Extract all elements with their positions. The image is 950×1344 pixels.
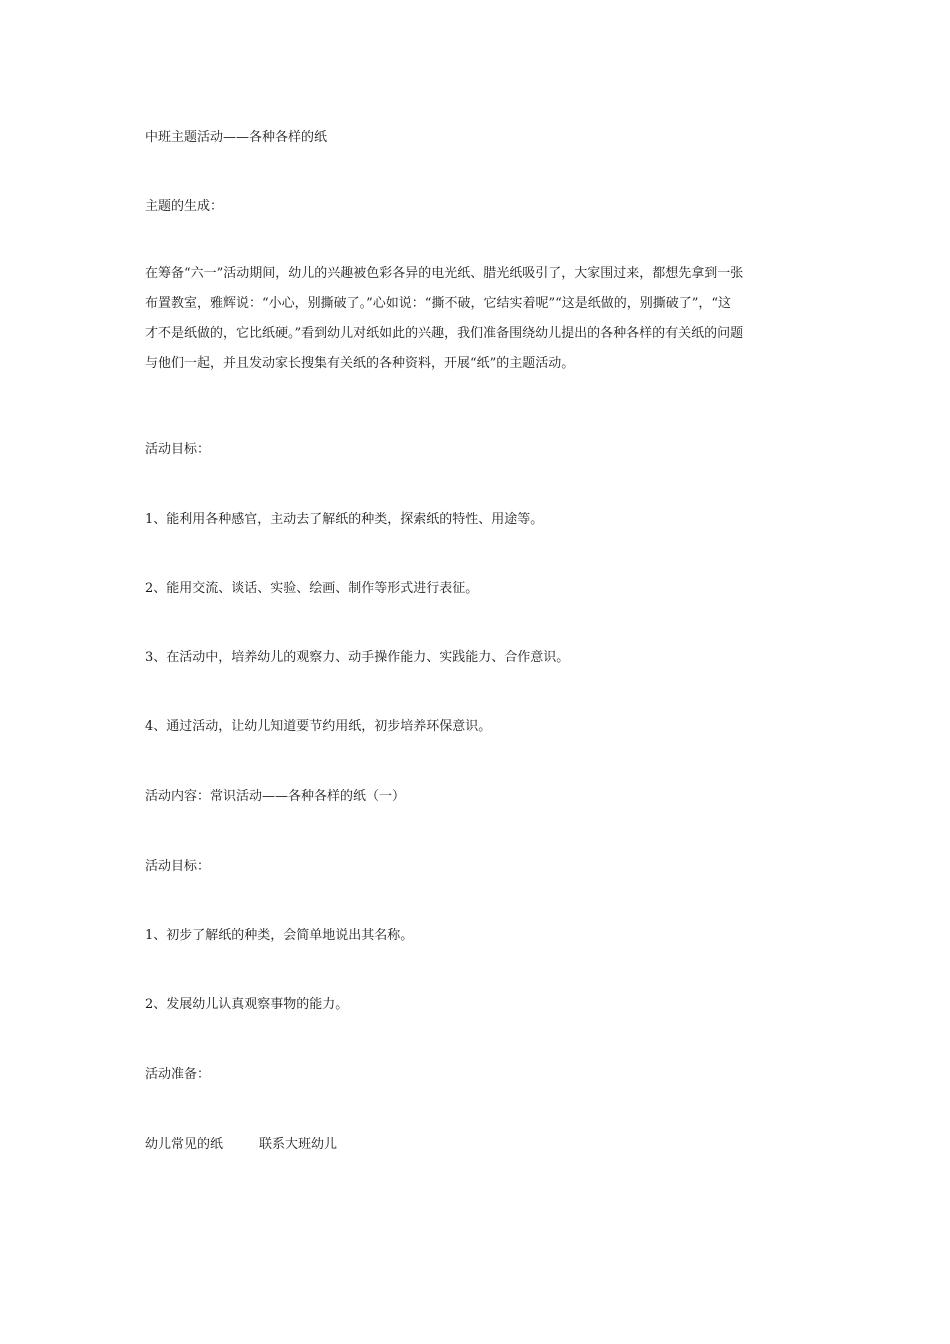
- theme-paragraph-line: 与他们一起，并且发动家长搜集有关纸的各种资料，开展“纸”的主题活动。: [145, 356, 575, 371]
- theme-paragraph-line: 才不是纸做的，它比纸硬。”看到幼儿对纸如此的兴趣，我们准备围绕幼儿提出的各种各样的有关纸的问题: [145, 326, 744, 341]
- goal2-item: 1、初步了解纸的种类，会简单地说出其名称。: [145, 928, 414, 943]
- theme-paragraph-line: 布置教室，雅辉说：“小心，别撕破了。”心如说：“撕不破，它结实着呢”“这是纸做的，别撕破了”，“这: [145, 296, 732, 311]
- prep-item: 幼儿常见的纸: [145, 1137, 224, 1152]
- goals2-heading: 活动目标：: [145, 859, 211, 874]
- theme-paragraph-line: 在筹备“六一”活动期间，幼儿的兴趣被色彩各异的电光纸、腊光纸吸引了，大家围过来，都想先拿到一张: [145, 266, 744, 281]
- goal-item: 2、能用交流、谈话、实验、绘画、制作等形式进行表征。: [145, 581, 479, 596]
- theme-heading: 主题的生成：: [145, 199, 224, 214]
- theme-paragraph: [145, 259, 809, 379]
- goals-heading: 活动目标：: [145, 442, 211, 457]
- content-heading: 活动内容：常识活动——各种各样的纸（一）: [145, 789, 406, 804]
- goal-item: 1、能利用各种感官，主动去了解纸的种类，探索纸的特性、用途等。: [145, 512, 544, 527]
- prep-item: 联系大班幼儿: [259, 1137, 338, 1152]
- document-title: 中班主题活动——各种各样的纸: [145, 130, 328, 145]
- goal-item: 3、在活动中，培养幼儿的观察力、动手操作能力、实践能力、合作意识。: [145, 650, 570, 665]
- prep-heading: 活动准备：: [145, 1067, 211, 1082]
- goal2-item: 2、发展幼儿认真观察事物的能力。: [145, 997, 349, 1012]
- goal-item: 4、通过活动，让幼儿知道要节约用纸，初步培养环保意识。: [145, 719, 492, 734]
